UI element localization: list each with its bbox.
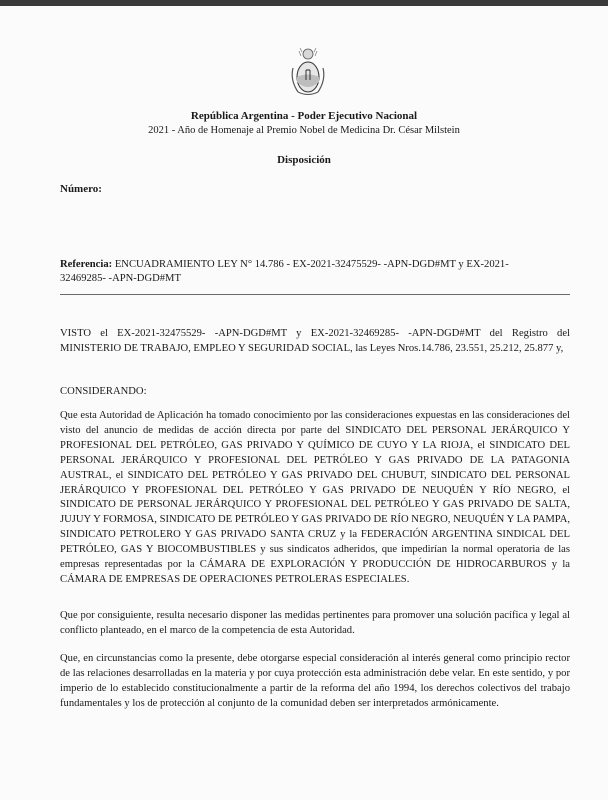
year-dedication: 2021 - Año de Homenaje al Premio Nobel de Medicina Dr. César Milstein — [148, 125, 460, 136]
government-title: República Argentina - Poder Ejecutivo Nacional — [190, 110, 418, 122]
coat-of-arms-seal — [288, 46, 328, 98]
visto-paragraph: VISTO el EX-2021-32475529- -APN-DGD#MT y EX-2021-32469285- -APN-DGD#MT del Registro del MINISTERIO DE TRABAJO, EMPLEO Y SEGURIDAD SOCIAL, las Leyes Nros.14.786, 23.551, 25.212, 25.877 y, — [60, 328, 570, 354]
body-paragraph-1: Que esta Autoridad de Aplicación ha tomado conocimiento por las consideraciones expuestas en las consideraciones del visto del anuncio de medidas de acción directa por parte del SINDICATO DEL PERSONAL JERÁRQUICO Y PROFESIONAL DEL PETRÓLEO, GAS PRIVADO Y QUÍMICO DE CUYO Y LA RIOJA, el SINDICATO DEL PERSONAL JERÁRQUICO Y PROFESIONAL DEL PETRÓLEO Y GAS PRIVADO DE LA PATAGONIA AUSTRAL, el SINDICATO DEL PETRÓLEO Y GAS PRIVADO DEL CHUBUT, SINDICATO DEL PERSONAL JERÁRQUICO Y PROFESIONAL DEL PETRÓLEO Y GAS PRIVADO DE NEUQUÉN Y RÍO NEGRO, el SINDICATO DE PERSONAL JERÁRQUICO Y PROFESIONAL DEL PETRÓLEO Y GAS PRIVADO DE SALTA, JUJUY Y FORMOSA, SINDICATO DE PETRÓLEO Y GAS PRIVADO DE RÍO NEGRO, NEUQUÉN Y LA PAMPA, SINDICATO PETROLERO Y GAS PRIVADO SANTA CRUZ y la FEDERACIÓN ARGENTINA SINDICAL DEL PETRÓLEO, GAS Y BIOCOMBUSTIBLES y sus sindicatos adheridos, que impedirían la normal operatoria de las empresas representadas por la CÁMARA DE EXPLORACIÓN Y PRODUCCIÓN DE HIDROCARBUROS y la CÁMARA DE EMPRESAS DE OPERACIONES PETROLERAS ESPECIALES. — [60, 410, 570, 585]
document-type: Disposición — [277, 154, 331, 166]
referencia-block — [60, 258, 550, 286]
document-page — [0, 6, 608, 800]
divider — [60, 294, 570, 295]
body-paragraph-2: Que por consiguiente, resulta necesario disponer las medidas pertinentes para promover una solución pacífica y legal al conflicto planteado, en el marco de la competencia de esta Autoridad. — [60, 610, 570, 636]
body-paragraph-3: Que, en circunstancias como la presente, debe otorgarse especial consideración al interés general como principio rector de las relaciones desarrolladas en la materia y por cuya protección esta administración debe velar. En este sentido, y por imperio de lo establecido constitucionalmente a partir de la reforma del año 1994, los derechos colectivos del trabajo fundamentales y los de protección al conjunto de la comunidad deben ser interpretados armónicamente. — [60, 653, 570, 709]
considerando-heading: CONSIDERANDO: — [60, 386, 147, 397]
referencia-label: Referencia: — [60, 259, 113, 270]
referencia-text: ENCUADRAMIENTO LEY N° 14.786 - EX-2021-32475529- -APN-DGD#MT y EX-2021-32469285- -APN-DGD#MT — [60, 259, 509, 284]
numero-label: Número: — [60, 183, 102, 195]
